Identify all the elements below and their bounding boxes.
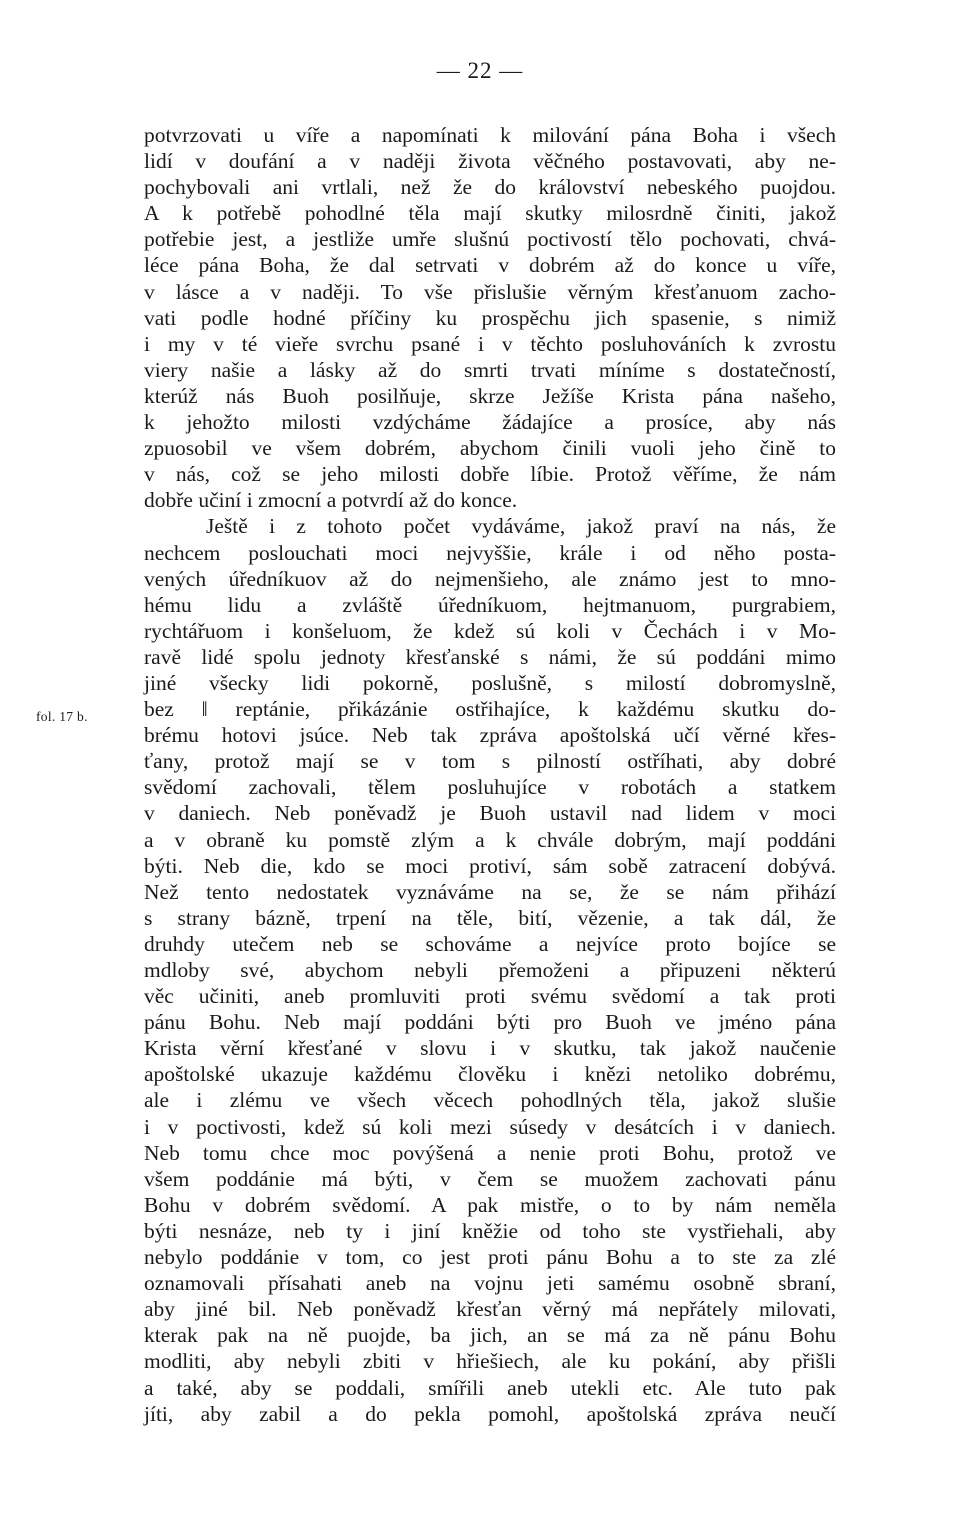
text-line: bez ǁ reptánie, přikázánie ostřihajíce, k každému skutku do- bbox=[144, 697, 836, 722]
text-line: i v poctivosti, kdež sú koli mezi súsedy v desátcích i v daniech. bbox=[144, 1114, 836, 1139]
text-line: modliti, aby nebyli zbiti v hřiešiech, ale ku pokání, aby přišli bbox=[144, 1349, 836, 1374]
text-line: potvrzovati u víře a napomínati k milování pána Boha i všech bbox=[144, 123, 836, 147]
text-line: jíti, aby zabil a do pekla pomohl, apoštolská zpráva neučí bbox=[144, 1401, 836, 1426]
text-line: brému hotovi jsúce. Neb tak zpráva apoštolská učí věrné křes- bbox=[144, 723, 836, 748]
text-line: Bohu v dobrém svědomí. A pak mistře, o to by nám neměla bbox=[144, 1192, 836, 1217]
text-line: apoštolské ukazuje každému člověku i knězi netoliko dobrému, bbox=[144, 1062, 836, 1087]
text-line: k jehožto milosti vzdýcháme žádajíce a prosíce, aby nás bbox=[144, 410, 836, 435]
text-line: aby jiné bil. Neb poněvadž křesťan věrný má nepřátely milovati, bbox=[144, 1297, 836, 1322]
text-line: A k potřebě pohodlné těla mají skutky milosrdně činiti, jakož bbox=[144, 201, 836, 226]
text-line: svědomí zachovali, tělem posluhujíce v robotách a statkem bbox=[144, 775, 836, 800]
text-line: věc učiniti, aneb promluviti proti svému svědomí a tak proti bbox=[144, 984, 836, 1009]
text-line: Než tento nedostatek vyznáváme na se, že se nám přihází bbox=[144, 879, 836, 904]
text-line: léce pána Boha, že dal setrvati v dobrém až do konce u víře, bbox=[144, 253, 836, 278]
text-line: Krista věrní křesťané v slovu i v skutku, tak jakož naučenie bbox=[144, 1036, 836, 1061]
text-line: vati podle hodné příčiny ku prospěchu jich spasenie, s nimiž bbox=[144, 305, 836, 330]
text-line: vených úředníkuov až do nejmenšieho, ale známo jest to mno- bbox=[144, 566, 836, 591]
text-line: lidí v doufání a v naději života věčného postavovati, aby ne- bbox=[144, 149, 836, 174]
text-line: kterúž nás Buoh posilňuje, skrze Ježíše Krista pána našeho, bbox=[144, 383, 836, 408]
text-line: potřebie jest, a jestliže umře slušnú poctivostí tělo pochovati, chvá- bbox=[144, 227, 836, 252]
text-line: i my v té vieře svrchu psané i v těchto posluhováních k zvrostu bbox=[144, 331, 836, 356]
folio-margin-note: fol. 17 b. bbox=[36, 709, 88, 724]
text-line: pochybovali ani vrtlali, než že do království nebeského puojdou. bbox=[144, 175, 836, 200]
text-line: Ještě i z tohoto počet vydáváme, jakož praví na nás, že bbox=[206, 514, 836, 539]
text-line: druhdy utečem neb se schováme a nejvíce proto bojíce se bbox=[144, 931, 836, 956]
text-line: pánu Bohu. Neb mají poddáni býti pro Buoh ve jméno pána bbox=[144, 1010, 836, 1035]
text-line: jiné všecky lidi pokorně, poslušně, s milostí dobromyslně, bbox=[144, 670, 836, 695]
text-line: v lásce a v naději. To vše přislušie věrným křesťanuom zacho- bbox=[144, 279, 836, 304]
text-line: býti nesnáze, neb ty i jiní kněžie od toho ste vystřiehali, aby bbox=[144, 1218, 836, 1243]
text-line: mdloby své, abychom nebyli přemoženi a připuzeni některú bbox=[144, 958, 836, 982]
text-line: ťany, protož mají se v tom s pilností ostříhati, aby dobré bbox=[144, 749, 836, 774]
text-line: v daniech. Neb poněvadž je Buoh ustavil nad lidem v moci bbox=[144, 801, 836, 826]
text-line: všem poddánie má býti, v čem se muožem zachovati pánu bbox=[144, 1166, 836, 1191]
text-line: kterak pak na ně puojde, ba jich, an se má za ně pánu Bohu bbox=[144, 1323, 836, 1348]
text-line: v nás, což se jeho milosti dobře líbie. Protož věříme, že nám bbox=[144, 462, 836, 487]
page-number: — 22 — bbox=[436, 58, 524, 83]
text-line: a v obraně ku pomstě zlým a k chvále dobrým, mají poddáni bbox=[144, 827, 836, 852]
text-line: býti. Neb die, kdo se moci protiví, sám sobě zatracení dobývá. bbox=[144, 853, 836, 878]
text-line: nebylo poddánie v tom, co jest proti pánu Bohu a to ste za zlé bbox=[144, 1245, 836, 1270]
text-line: rychtářuom i konšeluom, že kdež sú koli v Čechách i v Mo- bbox=[144, 618, 836, 643]
text-line: viery našie a lásky až do smrti trvati míníme s dostatečností, bbox=[144, 357, 836, 382]
text-line: oznamovali přísahati aneb na vojnu jeti samému osobně sbraní, bbox=[144, 1271, 836, 1296]
text-line: s strany bázně, trpení na těle, bití, vězenie, a tak dál, že bbox=[144, 905, 836, 930]
text-line: zpuosobil ve všem dobrém, abychom činili vuoli jeho čině to bbox=[144, 436, 836, 461]
text-line: a také, aby se poddali, smířili aneb utekli etc. Ale tuto pak bbox=[144, 1375, 836, 1400]
text-line: ale i zlému ve všech věcech pohodlných těla, jakož slušie bbox=[144, 1088, 836, 1113]
text-line: dobře učiní i zmocní a potvrdí až do konce. bbox=[144, 488, 518, 513]
text-line: Neb tomu chce moc povýšená a nenie proti Bohu, protož ve bbox=[144, 1140, 836, 1165]
text-line: nechcem poslouchati moci nejvyššie, krále i od něho posta- bbox=[144, 540, 836, 565]
body-text bbox=[144, 122, 836, 1427]
text-line: ravě lidé spolu jednoty křesťanské s námi, že sú poddáni mimo bbox=[144, 644, 836, 669]
text-line: hému lidu a zvláště úředníkuom, hejtmanuom, purgrabiem, bbox=[144, 592, 836, 617]
